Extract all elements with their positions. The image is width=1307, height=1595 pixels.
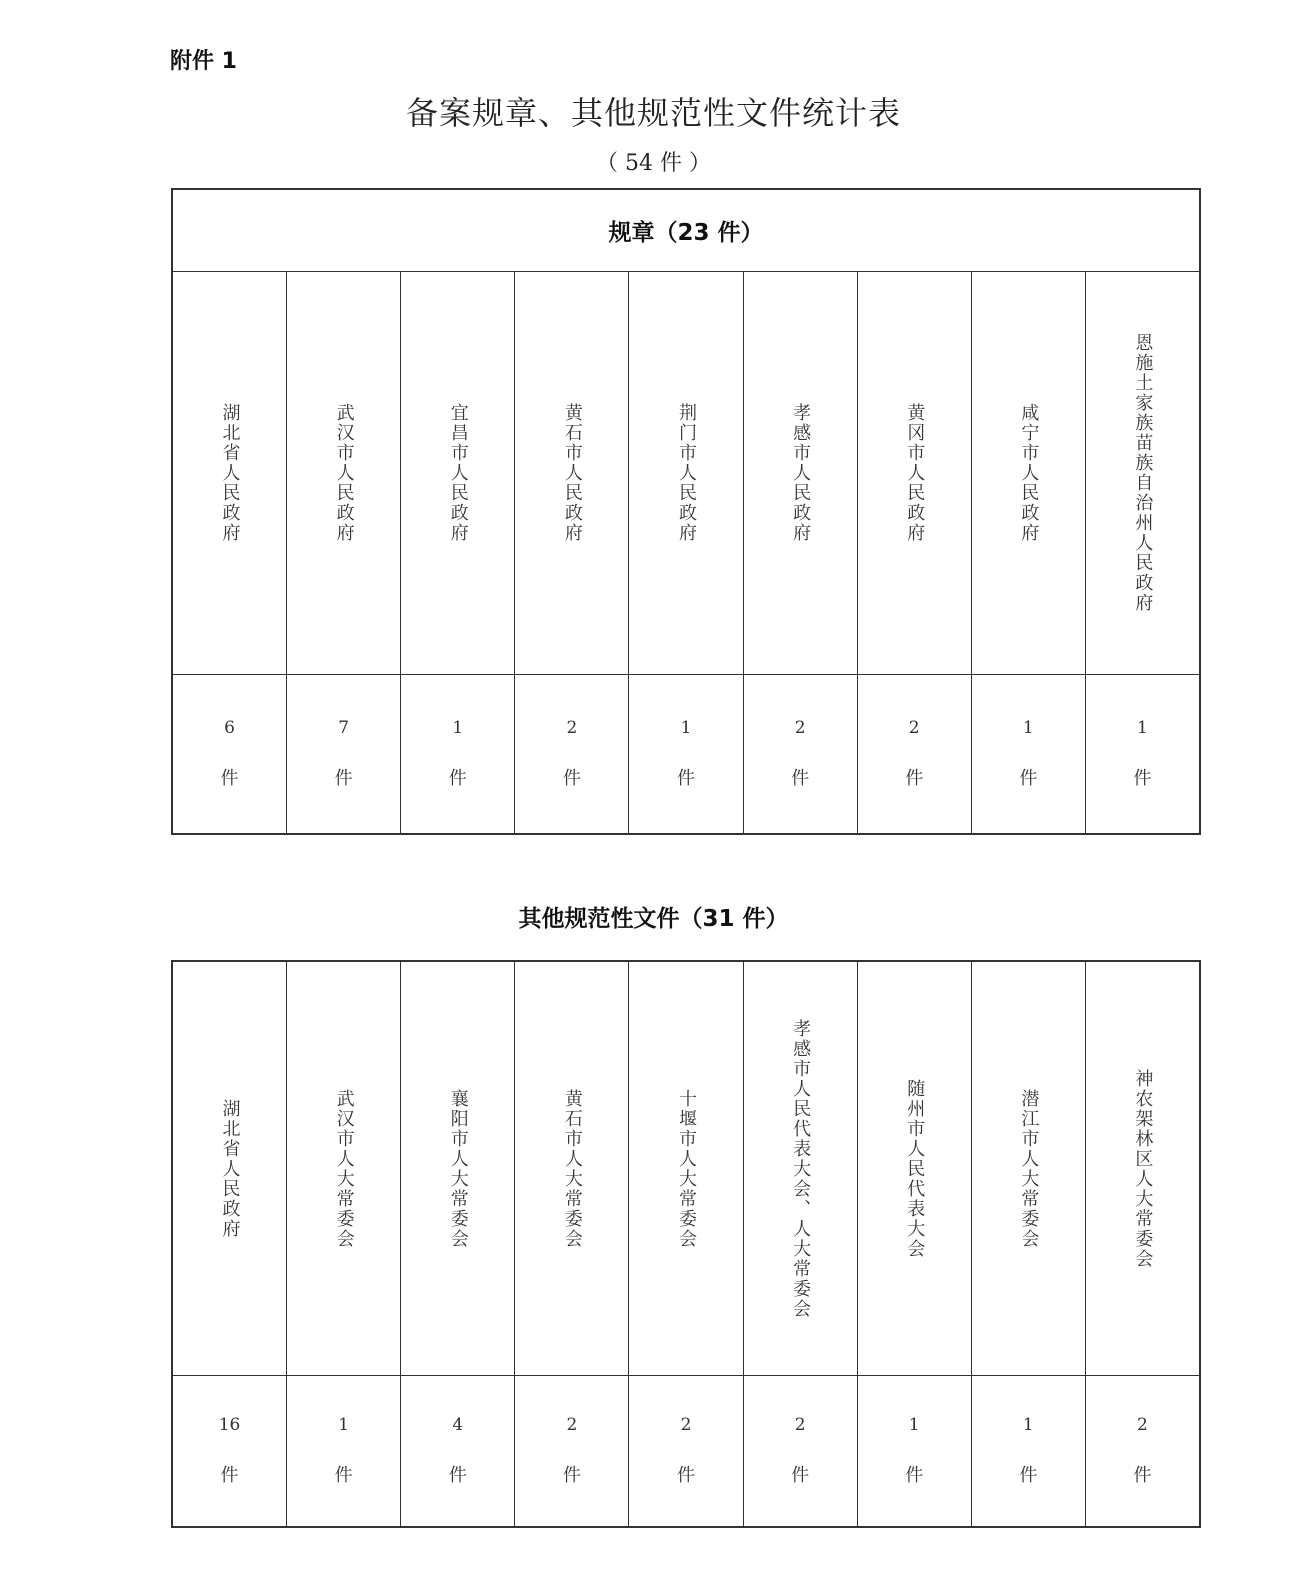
rules-org-name: 恩施土家族苗族自治州人民政府 — [1132, 333, 1154, 613]
others-name-cell — [287, 962, 401, 1375]
rules-name-cell — [1086, 272, 1199, 674]
count-number: 2 — [794, 718, 806, 738]
count-unit: 件 — [791, 1465, 810, 1486]
count-unit: 件 — [1133, 768, 1152, 789]
rules-org-name: 咸宁市人民政府 — [1018, 403, 1040, 543]
rules-name-cell — [629, 272, 743, 674]
count-number: 1 — [1137, 718, 1148, 738]
rules-count-cell — [629, 675, 743, 833]
rules-count-cell — [401, 675, 515, 833]
rules-count-cell — [287, 675, 401, 833]
count-number: 1 — [1022, 1415, 1034, 1435]
rules-count-cell — [173, 675, 287, 833]
others-name-cell — [173, 962, 287, 1375]
rules-name-cell — [972, 272, 1086, 674]
count-unit: 件 — [334, 768, 353, 789]
count-number: 2 — [566, 1415, 578, 1435]
rules-count-row — [173, 675, 1199, 833]
count-unit: 件 — [1133, 1465, 1152, 1486]
others-org-name: 湖北省人民政府 — [219, 1098, 241, 1239]
rules-org-name: 武汉市人民政府 — [333, 403, 355, 543]
rules-org-name: 宜昌市人民政府 — [447, 403, 469, 543]
count-unit: 件 — [220, 1465, 239, 1486]
rules-org-name: 孝感市人民政府 — [790, 403, 812, 543]
count-number: 1 — [680, 718, 692, 738]
others-count-cell — [515, 1376, 629, 1526]
rules-count-cell — [1086, 675, 1199, 833]
others-org-name: 潜江市人大常委会 — [1018, 1088, 1040, 1249]
others-count-cell — [629, 1376, 743, 1526]
others-count-cell — [401, 1376, 515, 1526]
count-unit: 件 — [905, 768, 924, 789]
others-count-cell — [287, 1376, 401, 1526]
others-org-name: 黄石市人大常委会 — [561, 1088, 583, 1249]
rules-count-cell — [744, 675, 858, 833]
others-name-row — [173, 962, 1199, 1376]
document-subtitle: （ 54 件 ） — [596, 151, 711, 176]
count-unit: 件 — [562, 768, 581, 789]
others-count-cell — [972, 1376, 1086, 1526]
others-section-title: 其他规范性文件（31 件） — [518, 906, 789, 932]
others-org-name: 襄阳市人大常委会 — [447, 1088, 469, 1249]
others-name-cell — [744, 962, 858, 1375]
count-number: 2 — [680, 1415, 692, 1435]
others-org-name: 十堰市人大常委会 — [675, 1088, 697, 1249]
rules-table-caption: 规章（23 件） — [173, 190, 1199, 272]
count-unit: 件 — [905, 1465, 924, 1486]
others-name-cell — [858, 962, 972, 1375]
rules-name-cell — [515, 272, 629, 674]
count-number: 1 — [1022, 718, 1034, 738]
count-unit: 件 — [562, 1465, 581, 1486]
rules-count-cell — [858, 675, 972, 833]
count-number: 2 — [566, 718, 578, 738]
count-unit: 件 — [448, 768, 467, 789]
others-name-cell — [629, 962, 743, 1375]
count-number: 16 — [218, 1415, 241, 1435]
rules-name-cell — [858, 272, 972, 674]
rules-org-name: 黄冈市人民政府 — [904, 403, 926, 543]
others-org-name: 神农架林区人大常委会 — [1132, 1068, 1154, 1269]
count-number: 2 — [908, 718, 920, 738]
count-unit: 件 — [334, 1465, 353, 1486]
count-unit: 件 — [1019, 768, 1038, 789]
others-org-name: 武汉市人大常委会 — [333, 1088, 355, 1249]
others-name-cell — [515, 962, 629, 1375]
rules-table — [171, 188, 1201, 835]
count-number: 1 — [452, 718, 464, 738]
count-number: 6 — [224, 718, 235, 738]
count-number: 7 — [338, 718, 350, 738]
count-unit: 件 — [676, 768, 695, 789]
others-name-cell — [1086, 962, 1199, 1375]
count-number: 1 — [908, 1415, 920, 1435]
rules-name-cell — [401, 272, 515, 674]
count-unit: 件 — [448, 1465, 467, 1486]
count-unit: 件 — [220, 768, 239, 789]
count-number: 2 — [1137, 1415, 1148, 1435]
others-name-cell — [401, 962, 515, 1375]
rules-name-cell — [744, 272, 858, 674]
others-org-name: 随州市人民代表大会 — [904, 1078, 926, 1259]
others-count-cell — [1086, 1376, 1199, 1526]
attachment-label: 附件 1 — [170, 49, 237, 74]
rules-org-name: 湖北省人民政府 — [219, 403, 241, 543]
others-count-cell — [858, 1376, 972, 1526]
others-org-name: 孝感市人民代表大会、人大常委会 — [790, 1018, 812, 1319]
rules-name-row — [173, 272, 1199, 675]
rules-count-cell — [972, 675, 1086, 833]
rules-org-name: 荆门市人民政府 — [675, 403, 697, 543]
others-table — [171, 960, 1201, 1528]
count-number: 4 — [452, 1415, 464, 1435]
others-count-cell — [173, 1376, 287, 1526]
document-title: 备案规章、其他规范性文件统计表 — [405, 94, 901, 132]
rules-org-name: 黄石市人民政府 — [561, 403, 583, 543]
others-count-row — [173, 1376, 1199, 1526]
rules-name-cell — [173, 272, 287, 674]
others-name-cell — [972, 962, 1086, 1375]
rules-count-cell — [515, 675, 629, 833]
others-count-cell — [744, 1376, 858, 1526]
count-unit: 件 — [791, 768, 810, 789]
rules-name-cell — [287, 272, 401, 674]
count-unit: 件 — [1019, 1465, 1038, 1486]
count-unit: 件 — [676, 1465, 695, 1486]
count-number: 1 — [338, 1415, 350, 1435]
count-number: 2 — [794, 1415, 806, 1435]
